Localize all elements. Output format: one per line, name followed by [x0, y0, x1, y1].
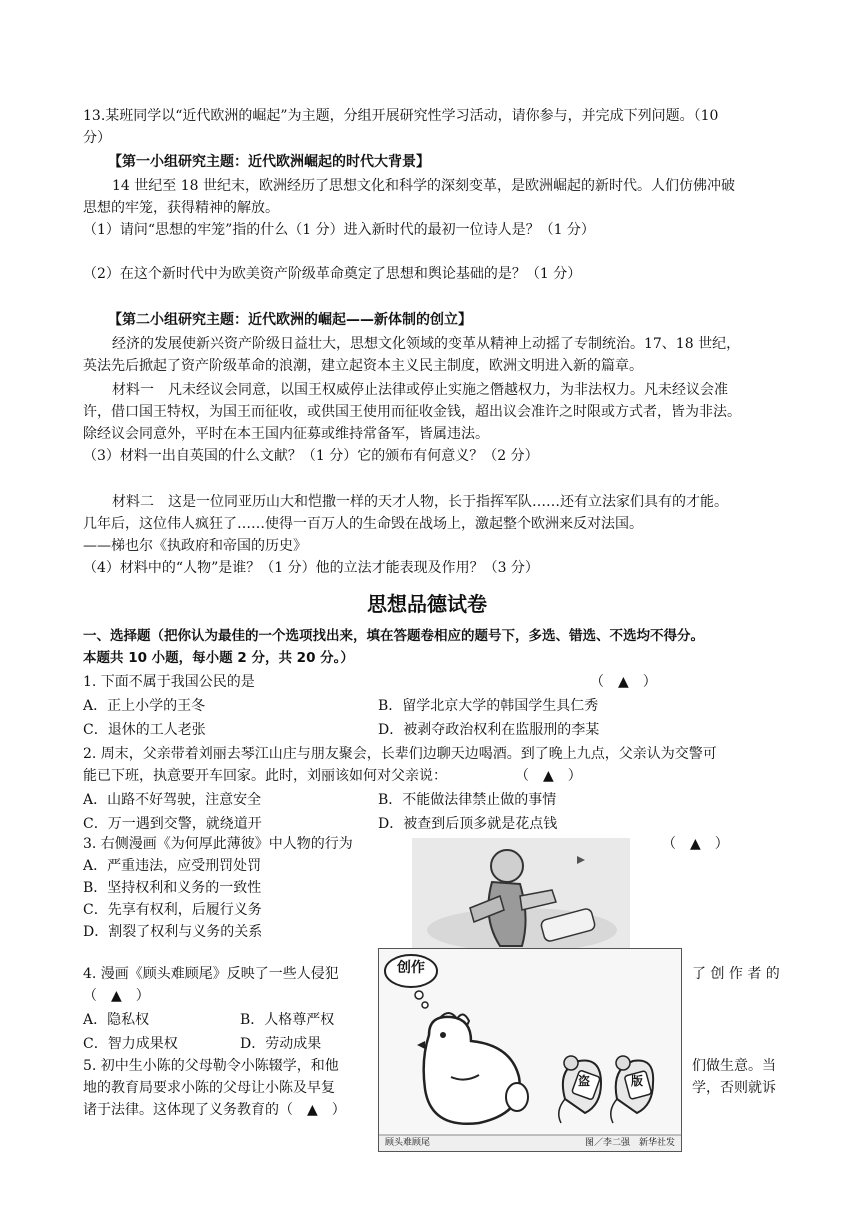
mc1-option-b: B．留学北京大学的韩国学生具仁秀 — [378, 698, 599, 714]
mc4-stem-right: 了 创 作 者 的 — [692, 966, 780, 982]
mc3-option-b: B．坚持权利和义务的一致性 — [83, 880, 262, 896]
question-4: （4）材料中的“人物”是谁？（1 分）他的立法才能表现及作用？（3 分） — [83, 560, 539, 576]
mc4-option-a: A．隐私权 — [83, 1012, 150, 1028]
q13-line2: 分） — [83, 130, 111, 146]
mc3-option-a: A．严重违法，应受刑罚处罚 — [83, 858, 262, 874]
material2-line1: 材料二 这是一位同亚历山大和恺撒一样的天才人物，长于指挥军队……还有立法家们具有的才能。 — [112, 494, 728, 510]
cartoon-caption-title: 顾头难顾尾 — [385, 1138, 431, 1148]
group1-title: 【第一小组研究主题：近代欧洲崛起的时代大背景】 — [108, 154, 430, 170]
mc4-option-d: D．劳动成果 — [240, 1036, 322, 1052]
mc3-option-d: D．割裂了权利与义务的关系 — [83, 924, 263, 940]
mc5-line2-right: 学，否则就诉 — [692, 1080, 776, 1096]
mc1-blank: （ ▲ ） — [590, 674, 657, 690]
mc2-option-a: A．山路不好驾驶，注意安全 — [83, 792, 262, 808]
mc2-option-b: B．不能做法律禁止做的事情 — [378, 792, 557, 808]
paper-title: 思想品德试卷 — [367, 592, 487, 616]
group1-para-1: 14 世纪至 18 世纪末，欧洲经历了思想文化和科学的深刻变革，是欧洲崛起的新时代。人们仿佛冲破 — [112, 178, 735, 194]
mc5-line2-left: 地的教育局要求小陈的父母让小陈及早复 — [83, 1080, 335, 1096]
mc3-blank: （ ▲ ） — [662, 836, 729, 852]
cartoon-why-favor-one — [412, 838, 630, 958]
group2-para-2: 英法先后掀起了资产阶级革命的浪潮，建立起资本主义民主制度，欧洲文明进入新的篇章。 — [83, 358, 643, 374]
mc2-option-d: D．被查到后顶多就是花点钱 — [378, 816, 558, 832]
mc5-line1-left: 5. 初中生小陈的父母勒令小陈辍学，和他 — [83, 1058, 339, 1074]
mouse-tag-2: 版 — [631, 1074, 644, 1088]
question-3: （3）材料一出自英国的什么文献？（1 分）它的颁布有何意义？（2 分） — [83, 448, 539, 464]
mc4-blank: （ ▲ ） — [83, 988, 150, 1004]
mc2-stem-line2: 能已下班，执意要开车回家。此时，刘丽该如何对父亲说： — [83, 768, 447, 784]
material1-line1: 材料一 凡未经议会同意，以国王权威停止法律或停止实施之僭越权力，为非法权力。凡未经议会准 — [112, 382, 728, 398]
section1-line1: 一、选择题（把你认为最佳的一个选项找出来，填在答题卷相应的题号下，多选、错选、不选均不得分。 — [83, 628, 704, 644]
mc4-option-c: C．智力成果权 — [83, 1036, 178, 1052]
mc1-option-a: A．正上小学的王冬 — [83, 698, 206, 714]
group1-para-2: 思想的牢笼，获得精神的解放。 — [83, 200, 279, 216]
mc5-line3: 诸于法律。这体现了义务教育的（ ▲ ） — [83, 1102, 346, 1118]
material2-source: ——梯也尔《执政府和帝国的历史》 — [83, 538, 307, 554]
mc1-option-c: C．退休的工人老张 — [83, 722, 206, 738]
mouse-tag-1: 盗 — [578, 1074, 591, 1088]
cartoon-caption-credit: 图／李二强 新华社发 — [585, 1138, 676, 1148]
material2-line2: 几年后，这位伟人疯狂了……使得一百万人的生命毁在战场上，激起整个欧洲来反对法国。 — [83, 516, 643, 532]
mc4-stem-left: 4. 漫画《顾头难顾尾》反映了一些人侵犯 — [83, 966, 339, 982]
mc2-option-c: C．万一遇到交警，就绕道开 — [83, 816, 262, 832]
mc2-stem-line1: 2. 周末，父亲带着刘丽去琴江山庄与朋友聚会，长辈们边聊天边喝酒。到了晚上九点，父亲认为交警可 — [83, 746, 717, 762]
question-2: （2）在这个新时代中为欧美资产阶级革命奠定了思想和舆论基础的是？（1 分） — [83, 266, 582, 282]
cartoon-speech-text: 创作 — [397, 960, 425, 976]
section1-line2: 本题共 10 小题，每小题 2 分，共 20 分。） — [83, 650, 354, 666]
question-1: （1）请问“思想的牢笼”指的什么（1 分）进入新时代的最初一位诗人是？（1 分） — [83, 222, 595, 238]
mc1-stem: 1. 下面不属于我国公民的是 — [83, 674, 255, 690]
mc4-option-b: B．人格尊严权 — [240, 1012, 335, 1028]
cartoon-person-figure-icon — [412, 838, 630, 958]
group2-para-1: 经济的发展使新兴资产阶级日益壮大，思想文化领域的变革从精神上动摇了专制统治。17、18 世纪， — [112, 336, 741, 352]
q13-line1: 13.某班同学以“近代欧洲的崛起”为主题，分组开展研究性学习活动，请你参与，并完成下列问题。（10 — [83, 108, 719, 124]
mc5-line1-right: 们做生意。当 — [692, 1058, 776, 1074]
mc3-stem: 3. 右侧漫画《为何厚此薄彼》中人物的行为 — [83, 836, 353, 852]
cartoon-head-tail — [378, 948, 682, 1152]
mc3-option-c: C．先享有权利，后履行义务 — [83, 902, 262, 918]
material1-line3: 除经议会同意外，平时在本王国内征募或维持常备军，皆属违法。 — [83, 426, 489, 442]
mc2-blank: （ ▲ ） — [515, 768, 582, 784]
group2-title: 【第二小组研究主题：近代欧洲的崛起——新体制的创立】 — [108, 312, 472, 328]
hen-and-mice-icon — [379, 949, 681, 1151]
mc1-option-d: D．被剥夺政治权利在监服刑的李某 — [378, 722, 600, 738]
material1-line2: 许，借口国王特权，为国王而征收，或供国王使用而征收金钱，超出议会准许之时限或方式者，皆为非法。 — [83, 404, 741, 420]
